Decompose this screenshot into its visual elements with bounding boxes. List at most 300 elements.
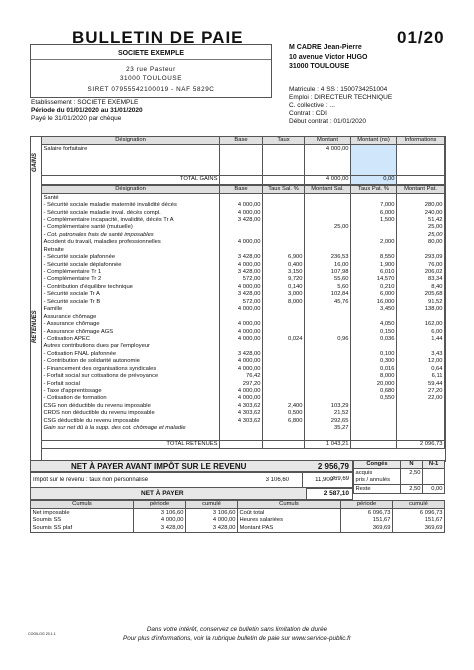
cell xyxy=(351,403,397,410)
cell: - Cot. patronales frais de santé imposables xyxy=(42,232,220,239)
cell xyxy=(351,194,397,202)
employee-detail: C. collective : ... xyxy=(289,102,335,110)
cell xyxy=(351,224,397,231)
cell: 3 428,00 xyxy=(220,351,263,358)
employer-name: SOCIETE EXEMPLE xyxy=(117,50,185,57)
cell xyxy=(397,425,445,432)
gains-total-row xyxy=(42,176,445,184)
cell: Santé xyxy=(42,194,220,202)
table-row xyxy=(42,313,445,320)
col-header: Informations xyxy=(397,137,445,145)
cell: 206,02 xyxy=(397,269,445,276)
cell: - Forfait social xyxy=(42,380,220,387)
retenues-side-label: RETENUES xyxy=(32,310,38,343)
cell xyxy=(351,247,397,254)
table-row xyxy=(42,247,445,254)
employee-detail: Emploi : DIRECTEUR TECHNIQUE xyxy=(289,94,393,102)
table-row xyxy=(42,299,445,306)
cell: 3,150 xyxy=(263,269,305,276)
table-row xyxy=(42,284,445,291)
cell: 4 000,00 xyxy=(220,321,263,328)
cell: 205,68 xyxy=(397,291,445,298)
table-row xyxy=(42,418,445,425)
cell xyxy=(305,373,351,380)
cell: 9,720 xyxy=(263,276,305,283)
cell xyxy=(263,224,305,231)
cell: - Complémentaire Tr 2 xyxy=(42,276,220,283)
cell xyxy=(220,194,263,202)
employee-details xyxy=(289,86,392,126)
cell: 0,500 xyxy=(263,410,305,417)
cell xyxy=(351,232,397,239)
retenues-header-row xyxy=(42,186,445,194)
employee-name: M CADRE Jean-Pierre xyxy=(289,44,362,51)
footer-line: Dans votre intérêt, conservez ce bulletin sans limitation de durée xyxy=(146,626,328,633)
cell: 4 000,00 xyxy=(220,358,263,365)
col-header: Cumuls xyxy=(238,501,341,509)
cell xyxy=(401,477,423,485)
cell: TOTAL RETENUES xyxy=(42,440,220,448)
cell xyxy=(351,343,397,350)
cell: CRDS non déductible du revenu imposable xyxy=(42,410,220,417)
cell: 27,20 xyxy=(397,388,445,395)
cell: 3 428,00 xyxy=(220,269,263,276)
col-header: Taux Pat. % xyxy=(351,186,397,194)
cell xyxy=(305,313,351,320)
cell: 280,00 xyxy=(397,202,445,209)
cell: 6,11 xyxy=(397,373,445,380)
cell: 240,00 xyxy=(397,209,445,216)
cell xyxy=(305,351,351,358)
cell: 2,50 xyxy=(401,485,423,493)
cell: 572,00 xyxy=(220,276,263,283)
cell xyxy=(220,145,263,153)
cell: 25,00 xyxy=(305,224,351,231)
col-header: cumulé xyxy=(393,501,445,509)
cell: 4 000,00 xyxy=(220,306,263,313)
cell: 91,52 xyxy=(397,299,445,306)
cell xyxy=(263,366,305,373)
employee-address xyxy=(289,43,367,72)
cell: 14,570 xyxy=(351,276,397,283)
table-row xyxy=(42,306,445,313)
cell: 3 428,00 xyxy=(186,524,238,532)
cell: 4 000,00 xyxy=(305,176,351,184)
cell: 1,500 xyxy=(351,217,397,224)
cell: 162,00 xyxy=(397,321,445,328)
cell: 25,00 xyxy=(397,232,445,239)
col-header: Base xyxy=(220,137,263,145)
software-code: COGILOG 20.1.1 xyxy=(28,632,56,636)
cell: 0,550 xyxy=(351,395,397,402)
tax-base: 3 106,60 xyxy=(265,477,289,483)
cell: 25,00 xyxy=(397,224,445,231)
cell: Famille xyxy=(42,306,220,313)
employee-detail: Contrat : CDI xyxy=(289,110,327,118)
cell: 0,016 xyxy=(351,366,397,373)
cell xyxy=(397,418,445,425)
cell: 4 000,00 xyxy=(220,366,263,373)
cell xyxy=(397,410,445,417)
cell: 4 303,62 xyxy=(220,410,263,417)
cell: 6 096,73 xyxy=(393,509,445,517)
cumuls-header-row xyxy=(31,501,445,509)
net-before-tax-value: 2 956,79 xyxy=(317,462,349,471)
col-header: Base xyxy=(220,186,263,194)
table-row xyxy=(31,524,445,532)
cell: 572,00 xyxy=(220,299,263,306)
period-code: 01/20 xyxy=(397,28,445,47)
cell: 369,69 xyxy=(341,524,393,532)
table-row xyxy=(42,217,445,224)
cell: Assurance chômage xyxy=(42,313,220,320)
cell: - Sécurité sociale Tr B xyxy=(42,299,220,306)
cell xyxy=(305,395,351,402)
table-row xyxy=(42,403,445,410)
table-row xyxy=(42,232,445,239)
table-row xyxy=(42,410,445,417)
table-row xyxy=(42,224,445,231)
cell: pris / annulés xyxy=(354,477,401,485)
cell: 0,036 xyxy=(351,336,397,343)
cell: 3,450 xyxy=(351,306,397,313)
cell: Accident du travail, maladies professionnelles xyxy=(42,239,220,246)
retenues-table xyxy=(41,185,445,449)
cell: 3 428,00 xyxy=(220,217,263,224)
retenues-total-row xyxy=(42,440,445,448)
cell xyxy=(263,388,305,395)
cell: Retraite xyxy=(42,247,220,254)
table-row xyxy=(42,276,445,283)
col-header: Congés xyxy=(354,461,401,469)
pay-period: Période du 01/01/2020 au 31/01/2020 xyxy=(31,107,143,115)
cell: - Sécurité sociale déplafonnée xyxy=(42,261,220,268)
cell: - Complémentaire Tr 1 xyxy=(42,269,220,276)
table-row xyxy=(42,343,445,350)
cell: - Contribution de solidarité autonomie xyxy=(42,358,220,365)
cell: 4 000,00 xyxy=(220,202,263,209)
cell: 12,00 xyxy=(397,358,445,365)
cell: 102,84 xyxy=(305,291,351,298)
gains-header-row xyxy=(42,137,445,145)
cell xyxy=(351,425,397,432)
col-header: Montant Pat. xyxy=(397,186,445,194)
cell: 3 428,00 xyxy=(134,524,186,532)
cell xyxy=(305,209,351,216)
cell xyxy=(305,388,351,395)
table-row xyxy=(42,328,445,335)
cell: CSG non déductible du revenu imposable xyxy=(42,403,220,410)
cell: Montant PAS xyxy=(238,524,341,532)
table-row xyxy=(42,321,445,328)
employee-city: 31000 TOULOUSE xyxy=(289,63,350,70)
cell: 0,024 xyxy=(263,336,305,343)
cell: Heures salariées xyxy=(238,517,341,524)
cell: 6,800 xyxy=(263,418,305,425)
cell xyxy=(263,351,305,358)
cell: 4 000,00 xyxy=(220,261,263,268)
cell: 2,400 xyxy=(263,403,305,410)
col-header: cumulé xyxy=(186,501,238,509)
cell: 83,34 xyxy=(397,276,445,283)
cell: 6,000 xyxy=(351,209,397,216)
table-row xyxy=(42,366,445,373)
cell xyxy=(397,313,445,320)
cell: 76,00 xyxy=(397,261,445,268)
cell: 3 428,00 xyxy=(220,291,263,298)
cell: 4 000,00 xyxy=(134,517,186,524)
cell: 1 043,21 xyxy=(305,440,351,448)
cell: CSG déductible du revenu imposable xyxy=(42,418,220,425)
cell: - Taxe d'apprentissage xyxy=(42,388,220,395)
cell: 151,67 xyxy=(341,517,393,524)
cell: 0,64 xyxy=(397,366,445,373)
cell: 76,42 xyxy=(220,373,263,380)
cell: 107,98 xyxy=(305,269,351,276)
col-header: période xyxy=(341,501,393,509)
cell xyxy=(220,425,263,432)
cell: Soumis SS xyxy=(31,517,134,524)
cell: - Sécurité sociale maladie maternité invalidité décès xyxy=(42,202,220,209)
cell: - Cotisation de formation xyxy=(42,395,220,402)
tax-amount: 369,69 xyxy=(330,476,349,482)
cell: 0,140 xyxy=(263,284,305,291)
cell xyxy=(263,209,305,216)
cell xyxy=(263,202,305,209)
table-row xyxy=(354,469,445,477)
cell xyxy=(305,217,351,224)
cell: 59,44 xyxy=(397,380,445,387)
cell: 138,00 xyxy=(397,306,445,313)
cell xyxy=(263,239,305,246)
cell: - Complémentaire incapacité, invalidité, décès Tr A xyxy=(42,217,220,224)
cell: 3 106,60 xyxy=(186,509,238,517)
cell xyxy=(351,313,397,320)
cell: - Assurance chômage AGS xyxy=(42,328,220,335)
cell: - Sécurité sociale Tr A xyxy=(42,291,220,298)
net-pay-label: NET À PAYER xyxy=(141,490,184,497)
cell xyxy=(220,224,263,231)
col-header: N-1 xyxy=(423,461,445,469)
cell: Autres contributions dues par l'employeur xyxy=(42,343,220,350)
table-row xyxy=(354,485,445,493)
cell: 4 303,62 xyxy=(220,403,263,410)
col-header: N xyxy=(401,461,423,469)
table-row xyxy=(42,194,445,202)
cell: 4 303,62 xyxy=(220,418,263,425)
table-row xyxy=(42,209,445,216)
cell: 4 000,00 xyxy=(186,517,238,524)
table-row xyxy=(42,168,445,176)
cell: 4 000,00 xyxy=(220,336,263,343)
cell: 4 000,00 xyxy=(305,145,351,153)
table-row xyxy=(42,160,445,167)
cell: 22,00 xyxy=(397,395,445,402)
cell: 2,000 xyxy=(351,239,397,246)
cell: 6,00 xyxy=(397,328,445,335)
cell xyxy=(397,145,445,153)
cell xyxy=(351,418,397,425)
cell: 51,42 xyxy=(397,217,445,224)
employer-box xyxy=(30,44,272,98)
employee-detail: Début contrat : 01/01/2020 xyxy=(289,118,366,126)
table-row xyxy=(42,358,445,365)
cell: Net imposable xyxy=(31,509,134,517)
table-row xyxy=(31,509,445,517)
cell: 369,69 xyxy=(393,524,445,532)
col-header: Montant Sal. xyxy=(305,186,351,194)
cell: 8,550 xyxy=(351,254,397,261)
cell: - Cotisation FNAL plafonnée xyxy=(42,351,220,358)
net-before-tax-label: NET À PAYER AVANT IMPÔT SUR LE REVENU xyxy=(71,462,247,471)
tax-rate: 11,900 xyxy=(315,477,333,483)
col-header: Cumuls xyxy=(31,501,134,509)
cell: 16,00 xyxy=(305,261,351,268)
net-pay-value: 2 587,10 xyxy=(323,490,349,497)
cell xyxy=(263,373,305,380)
col-header: Désignation xyxy=(42,137,220,145)
cell: Coût total xyxy=(238,509,341,517)
cell: 292,65 xyxy=(305,418,351,425)
cell xyxy=(263,380,305,387)
col-header: période xyxy=(134,501,186,509)
cell: Soumis SS plaf xyxy=(31,524,134,532)
cell: 8,40 xyxy=(397,284,445,291)
cell: 103,29 xyxy=(305,403,351,410)
table-row xyxy=(42,432,445,440)
cell xyxy=(220,313,263,320)
cell xyxy=(351,410,397,417)
cell: 297,20 xyxy=(220,380,263,387)
cell: 0,150 xyxy=(351,328,397,335)
cell: 0,96 xyxy=(305,336,351,343)
establishment-info xyxy=(31,99,143,124)
cell: - Sécurité sociale plafonnée xyxy=(42,254,220,261)
table-row xyxy=(42,239,445,246)
table-row xyxy=(42,261,445,268)
cell: 4 000,00 xyxy=(220,239,263,246)
cell: - Assurance chômage xyxy=(42,321,220,328)
cell: 5,60 xyxy=(305,284,351,291)
cell xyxy=(305,343,351,350)
cell: - Complémentaire santé (mutuelle) xyxy=(42,224,220,231)
cell: 21,52 xyxy=(305,410,351,417)
cell: 4 000,00 xyxy=(220,395,263,402)
employer-city: 31000 TOULOUSE xyxy=(119,75,183,82)
cell xyxy=(305,239,351,246)
cell: Reste xyxy=(354,485,401,493)
cell xyxy=(305,194,351,202)
cell: - Cotisation APEC xyxy=(42,336,220,343)
cell: 3 428,00 xyxy=(220,254,263,261)
cell xyxy=(305,321,351,328)
col-header: Montant (ns) xyxy=(351,137,397,145)
table-row xyxy=(42,153,445,160)
cell: 3 106,60 xyxy=(134,509,186,517)
cell: TOTAL GAINS xyxy=(42,176,220,184)
footer-line: Pour plus d'informations, voir la rubrique bulletin de paie sur www.service-public.fr xyxy=(123,634,351,642)
cell: 4 000,00 xyxy=(220,284,263,291)
table-row xyxy=(42,380,445,387)
cell: - Forfait social sur cotisations de prévoyance xyxy=(42,373,220,380)
cell xyxy=(305,202,351,209)
table-row xyxy=(42,291,445,298)
cell xyxy=(263,145,305,153)
col-header: Taux Sal. % xyxy=(263,186,305,194)
table-row xyxy=(42,202,445,209)
table-row xyxy=(42,269,445,276)
cell: 0,00 xyxy=(423,485,445,493)
cell: 0,300 xyxy=(351,358,397,365)
cell: 236,53 xyxy=(305,254,351,261)
cell xyxy=(397,403,445,410)
cell xyxy=(263,321,305,328)
cell: 7,000 xyxy=(351,202,397,209)
col-header: Montant xyxy=(305,137,351,145)
cell: 6,000 xyxy=(351,291,397,298)
gains-side-label: GAINS xyxy=(32,152,38,172)
cell xyxy=(263,313,305,320)
cell: acquis xyxy=(354,469,401,477)
table-row xyxy=(42,388,445,395)
cell: 3,000 xyxy=(263,291,305,298)
page-title: BULLETIN DE PAIE xyxy=(72,28,244,47)
cell: 3,43 xyxy=(397,351,445,358)
table-row xyxy=(42,254,445,261)
cell: 0,680 xyxy=(351,388,397,395)
cell: 151,67 xyxy=(393,517,445,524)
cell xyxy=(397,194,445,202)
cell xyxy=(423,477,445,485)
cell xyxy=(263,395,305,402)
cell: 0,00 xyxy=(351,176,397,184)
footer xyxy=(0,626,474,643)
cell: - Contribution d'équilibre technique xyxy=(42,284,220,291)
cell xyxy=(263,247,305,254)
table-row xyxy=(42,336,445,343)
conges-table xyxy=(353,460,445,494)
cumuls-table xyxy=(30,500,445,533)
cell: 4 000,00 xyxy=(220,328,263,335)
cell xyxy=(423,469,445,477)
net-pay-row xyxy=(30,487,353,500)
cell xyxy=(305,380,351,387)
tax-label: Impôt sur le revenu : taux non personnalisé xyxy=(33,477,149,483)
cell: 80,00 xyxy=(397,239,445,246)
cell xyxy=(305,358,351,365)
cell: 4 000,00 xyxy=(220,209,263,216)
cell: 0,400 xyxy=(263,261,305,268)
cell xyxy=(397,343,445,350)
cell xyxy=(305,247,351,254)
cell: 6,010 xyxy=(351,269,397,276)
cell xyxy=(305,328,351,335)
conges-header-row xyxy=(354,461,445,469)
cell: - Financement des organisations syndicales xyxy=(42,366,220,373)
payment-info: Payé le 31/01/2020 par chèque xyxy=(31,115,122,123)
cell: 6,900 xyxy=(263,254,305,261)
table-row xyxy=(354,477,445,485)
cell: 55,60 xyxy=(305,276,351,283)
cell: - Sécurité sociale maladie inval. décès compl. xyxy=(42,209,220,216)
cell: 0,100 xyxy=(351,351,397,358)
cell xyxy=(263,217,305,224)
table-row xyxy=(42,395,445,402)
cell: Salaire forfaitaire xyxy=(42,145,220,153)
cell xyxy=(263,358,305,365)
cell xyxy=(351,145,397,153)
cell xyxy=(263,343,305,350)
